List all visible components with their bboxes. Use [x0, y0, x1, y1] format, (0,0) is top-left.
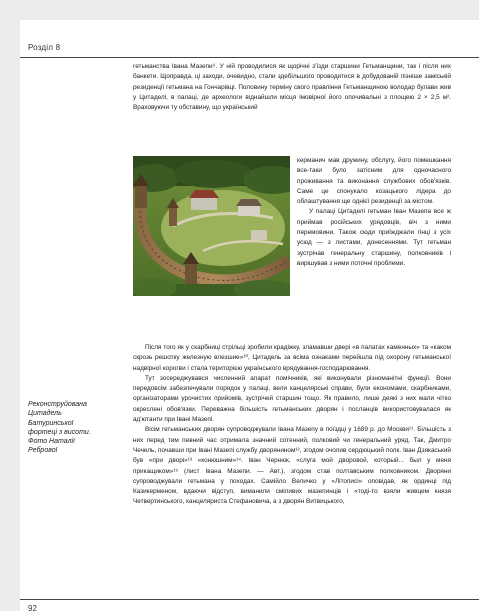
- side-paragraph-2: У палаці Цитаделі гетьман Іван Мазепа все ж приймав російських урядовців, віч з ними перемовини. Також сюди приїжджали гінці з усіх усюд — з листами, донесеннями. Тут гетьман зустрічав генеральну старшину, полковників і вирішував з ними поточні проблеми.: [297, 208, 451, 267]
- caption-line: Реконструйована: [28, 401, 87, 408]
- caption-line: Фото Наталії: [28, 438, 75, 446]
- paragraph-2: Після того як у скарбниці стрільці зробили крадіжку, зламавши двері «в палатах каменных» та «каком скрозь решотку железную влезшие»¹⁰, Цитадель за всіма ознаками перейшла під охорону гетьманської надвірної корогви і стала територією українського врядування-господарювання.: [133, 344, 451, 372]
- paragraph-4: Вісім гетьманських дворян супроводжували Івана Мазепу в поїздці у 1689 р. до Москви¹¹. Більшість з них перед тим певний час отримала значний сотенний, полковий чи генеральний уряд. Так, Дмитро Чечель, почавши при Івані Мазепі службу дворянином¹², згодом очолив сердюцький полк. Іван Дзякаський був «при дворі»¹³ «конюшним»¹⁴. Іван Чернюк, «слуга мой дворовой, который... был у меня прикащиком»¹⁵ (лист Івана Мазепи. — Авт.), згодом став полтавським полковником. Дворяни супроводжували гетьмана у походах. Самійло Величко у «Літописі» оповідав, як ординці під Казикерменом, вдаючи відступ, виманили сміливих мазепинців і «тоді-то взяли живцем князя Четвертинського, канцеляриста Стефановича, а з дворян Витвицького,: [133, 426, 451, 506]
- photo-caption: [28, 400, 128, 456]
- caption-line: фортеці з висоти.: [28, 428, 91, 436]
- header-rule: [20, 57, 479, 58]
- side-paragraph-1: керманич мав дружину, обслугу, його помешкання все-таки було затісним для одночасного проживання та виконання службових обов'язків. Саме це спонукало козацького лідера до облаштування ще однієї резиденції за містом.: [297, 157, 451, 206]
- caption-line: Ребрової: [28, 447, 58, 455]
- caption-line: Цитадель: [28, 410, 62, 418]
- side-column: [297, 156, 451, 269]
- document-page: [20, 20, 479, 611]
- section-header: Розділ 8: [28, 43, 61, 52]
- body-column-lower: [133, 343, 451, 508]
- page-number: 92: [28, 604, 37, 611]
- paragraph-1: гетьманства Івана Мазепи⁹. У ній проводилися як щорічні з'їзди старшини Гетьманщини, так і після них банкети. Щоправда, ці заходи, очевидно, стали здебільшого проводитися в добудованій пізніше заміській резиденції гетьмана на Гончарівці. Половину терміну свого правління Гетьманщиною володар булави жив у Цитаделі, в палаці, де археологи віднайшли місця імовірної його опочивальні з площею 2 × 2,5 м². Враховуючи ту обставину, що український: [133, 63, 451, 112]
- footer-rule: [20, 599, 479, 600]
- paragraph-3: Тут зосереджувався численний апарат помічників, які виконували різноманітні функції. Вони передовсім забезпечували порядок у палаці, вели канцелярські справи, були економами, скарбниками, організаторами урочистих прийомів, зустрічей старшин тощо. Як правило, лише деякі з них мали чітко окреслені обов'язки. Переважна більшість гетьманських дворян і посланців використовувалася як ад'ютанти при Івані Мазепі.: [133, 374, 451, 424]
- citadel-aerial-photo: [133, 156, 290, 296]
- caption-line: Батуринської: [28, 419, 74, 427]
